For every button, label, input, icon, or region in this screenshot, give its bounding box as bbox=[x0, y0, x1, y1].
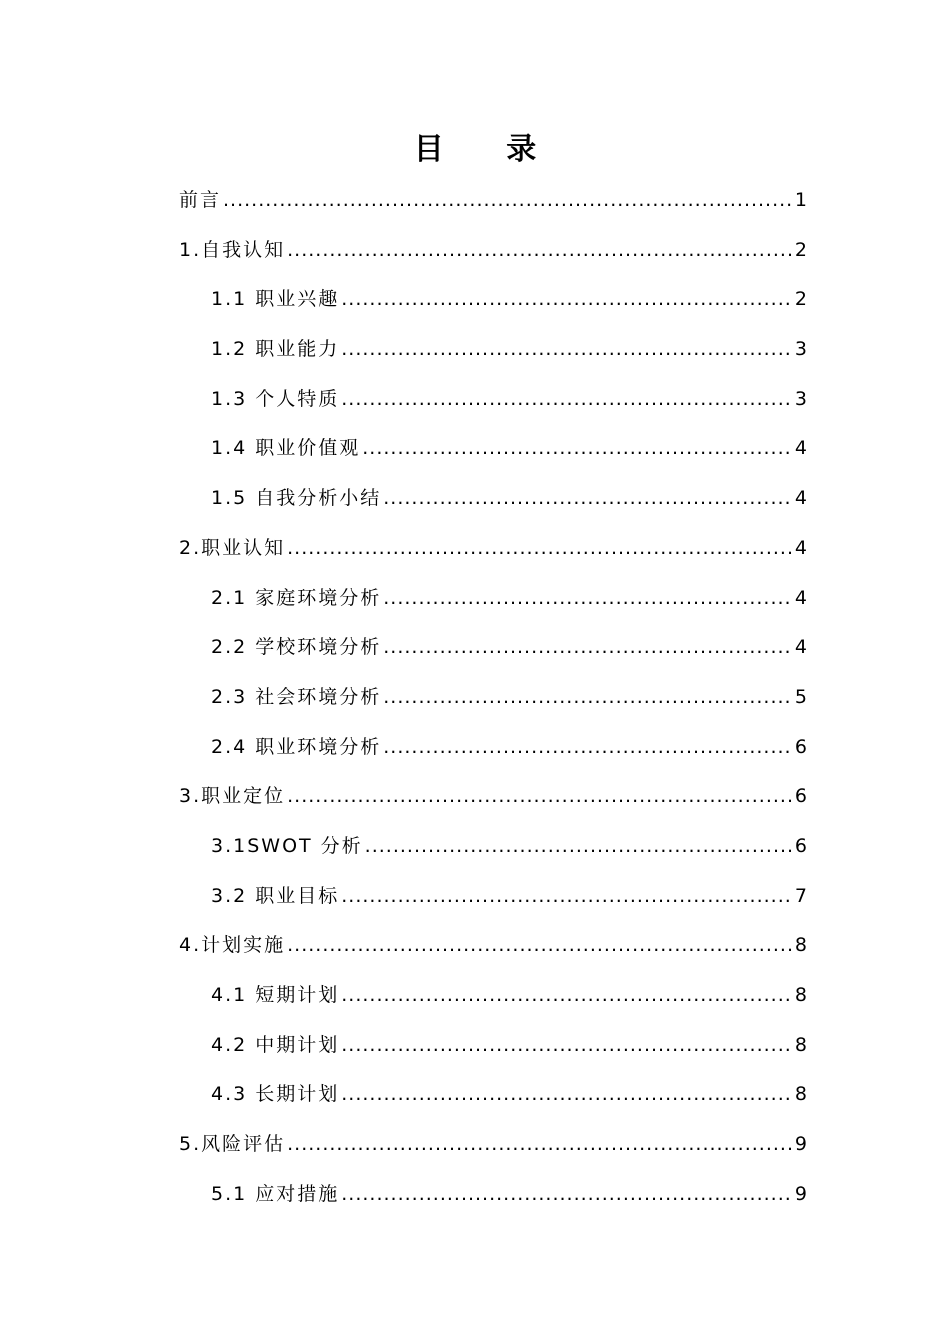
toc-dot-leader bbox=[341, 1021, 793, 1071]
toc-entry-page-number: 8 bbox=[794, 1083, 807, 1106]
toc-entry-page-number: 9 bbox=[794, 1182, 807, 1205]
toc-entry-label: 1.5 自我分析小结 bbox=[211, 487, 382, 510]
toc-entry-label: 1.自我认知 bbox=[179, 238, 286, 261]
toc-entry-label: 2.职业认知 bbox=[179, 536, 286, 559]
toc-dot-leader bbox=[287, 1120, 793, 1170]
toc-entry-page-number: 6 bbox=[794, 834, 807, 857]
toc-entry[interactable] bbox=[179, 1120, 807, 1170]
toc-dot-leader bbox=[287, 921, 793, 971]
toc-dot-leader bbox=[362, 424, 793, 474]
toc-entry-page-number: 4 bbox=[794, 437, 807, 460]
toc-entry-label: 4.1 短期计划 bbox=[211, 984, 340, 1006]
toc-dot-leader bbox=[383, 474, 793, 524]
toc-entry[interactable] bbox=[179, 524, 807, 574]
toc-entry-page-number: 4 bbox=[794, 487, 807, 510]
toc-entry-label: 1.4 职业价值观 bbox=[211, 437, 361, 460]
toc-entry[interactable] bbox=[179, 872, 807, 922]
toc-entry-page-number: 9 bbox=[794, 1133, 807, 1156]
toc-entry-page-number: 7 bbox=[794, 884, 807, 907]
toc-entry-label: 4.2 中期计划 bbox=[211, 1033, 340, 1056]
toc-entry-label: 5.风险评估 bbox=[179, 1133, 286, 1156]
toc-entry-label: 1.1 职业兴趣 bbox=[211, 288, 340, 311]
toc-dot-leader bbox=[383, 574, 793, 624]
toc-entry-page-number: 8 bbox=[794, 1033, 807, 1056]
toc-entry-page-number: 5 bbox=[794, 685, 807, 708]
toc-dot-leader bbox=[383, 673, 793, 723]
toc-dot-leader bbox=[383, 723, 793, 773]
toc-entry-page-number: 4 bbox=[794, 636, 807, 659]
toc-entry-label: 1.2 职业能力 bbox=[211, 338, 340, 361]
toc-entry-label: 3.1SWOT 分析 bbox=[211, 834, 363, 857]
toc-entry[interactable] bbox=[179, 1070, 807, 1120]
toc-entry[interactable] bbox=[179, 772, 807, 822]
toc-entry[interactable] bbox=[179, 275, 807, 325]
toc-entry[interactable] bbox=[179, 474, 807, 524]
toc-entry-page-number: 6 bbox=[794, 735, 807, 758]
toc-entry[interactable] bbox=[179, 325, 807, 375]
toc-entry-page-number: 8 bbox=[794, 984, 807, 1006]
toc-entry[interactable] bbox=[179, 1021, 807, 1071]
toc-entry[interactable] bbox=[179, 574, 807, 624]
toc-entry-label: 4.3 长期计划 bbox=[211, 1083, 340, 1106]
toc-title: 目 录 bbox=[413, 132, 563, 167]
toc-entry-page-number: 8 bbox=[794, 934, 807, 957]
toc-dot-leader bbox=[223, 176, 793, 226]
toc-entry-label: 5.1 应对措施 bbox=[211, 1182, 340, 1205]
toc-entry-page-number: 2 bbox=[794, 238, 807, 261]
toc-entry-label: 前言 bbox=[179, 189, 222, 211]
toc-dot-leader bbox=[341, 275, 793, 325]
toc-entry[interactable] bbox=[179, 1170, 807, 1220]
toc-entry[interactable] bbox=[179, 623, 807, 673]
toc-entry[interactable] bbox=[179, 673, 807, 723]
toc-dot-leader bbox=[383, 623, 793, 673]
toc-dot-leader bbox=[287, 226, 793, 276]
toc-entry-page-number: 3 bbox=[794, 338, 807, 361]
toc-entry[interactable] bbox=[179, 375, 807, 425]
toc-entry-page-number: 4 bbox=[794, 536, 807, 559]
toc-entry[interactable] bbox=[179, 971, 807, 1021]
toc-entry[interactable] bbox=[179, 176, 807, 226]
toc-entry-label: 2.1 家庭环境分析 bbox=[211, 586, 382, 609]
toc-entry-label: 2.4 职业环境分析 bbox=[211, 735, 382, 758]
toc-dot-leader bbox=[287, 524, 793, 574]
table-of-contents bbox=[179, 176, 807, 1219]
toc-entry-label: 2.3 社会环境分析 bbox=[211, 685, 382, 708]
toc-dot-leader bbox=[341, 325, 793, 375]
toc-dot-leader bbox=[341, 971, 793, 1021]
toc-dot-leader bbox=[287, 772, 793, 822]
toc-entry-page-number: 2 bbox=[794, 288, 807, 311]
toc-entry[interactable] bbox=[179, 723, 807, 773]
toc-entry-label: 1.3 个人特质 bbox=[211, 387, 340, 410]
toc-entry[interactable] bbox=[179, 424, 807, 474]
toc-entry-label: 3.职业定位 bbox=[179, 785, 286, 808]
toc-entry-page-number: 4 bbox=[794, 586, 807, 609]
toc-entry-label: 2.2 学校环境分析 bbox=[211, 636, 382, 659]
toc-entry[interactable] bbox=[179, 921, 807, 971]
toc-dot-leader bbox=[341, 375, 793, 425]
toc-entry-page-number: 1 bbox=[794, 189, 807, 211]
toc-entry[interactable] bbox=[179, 822, 807, 872]
toc-entry-label: 3.2 职业目标 bbox=[211, 884, 340, 907]
toc-dot-leader bbox=[365, 822, 793, 872]
toc-dot-leader bbox=[341, 1070, 793, 1120]
toc-dot-leader bbox=[341, 1170, 793, 1220]
toc-entry-page-number: 6 bbox=[794, 785, 807, 808]
toc-entry-label: 4.计划实施 bbox=[179, 934, 286, 957]
toc-dot-leader bbox=[341, 872, 793, 922]
toc-entry[interactable] bbox=[179, 226, 807, 276]
toc-entry-page-number: 3 bbox=[794, 387, 807, 410]
